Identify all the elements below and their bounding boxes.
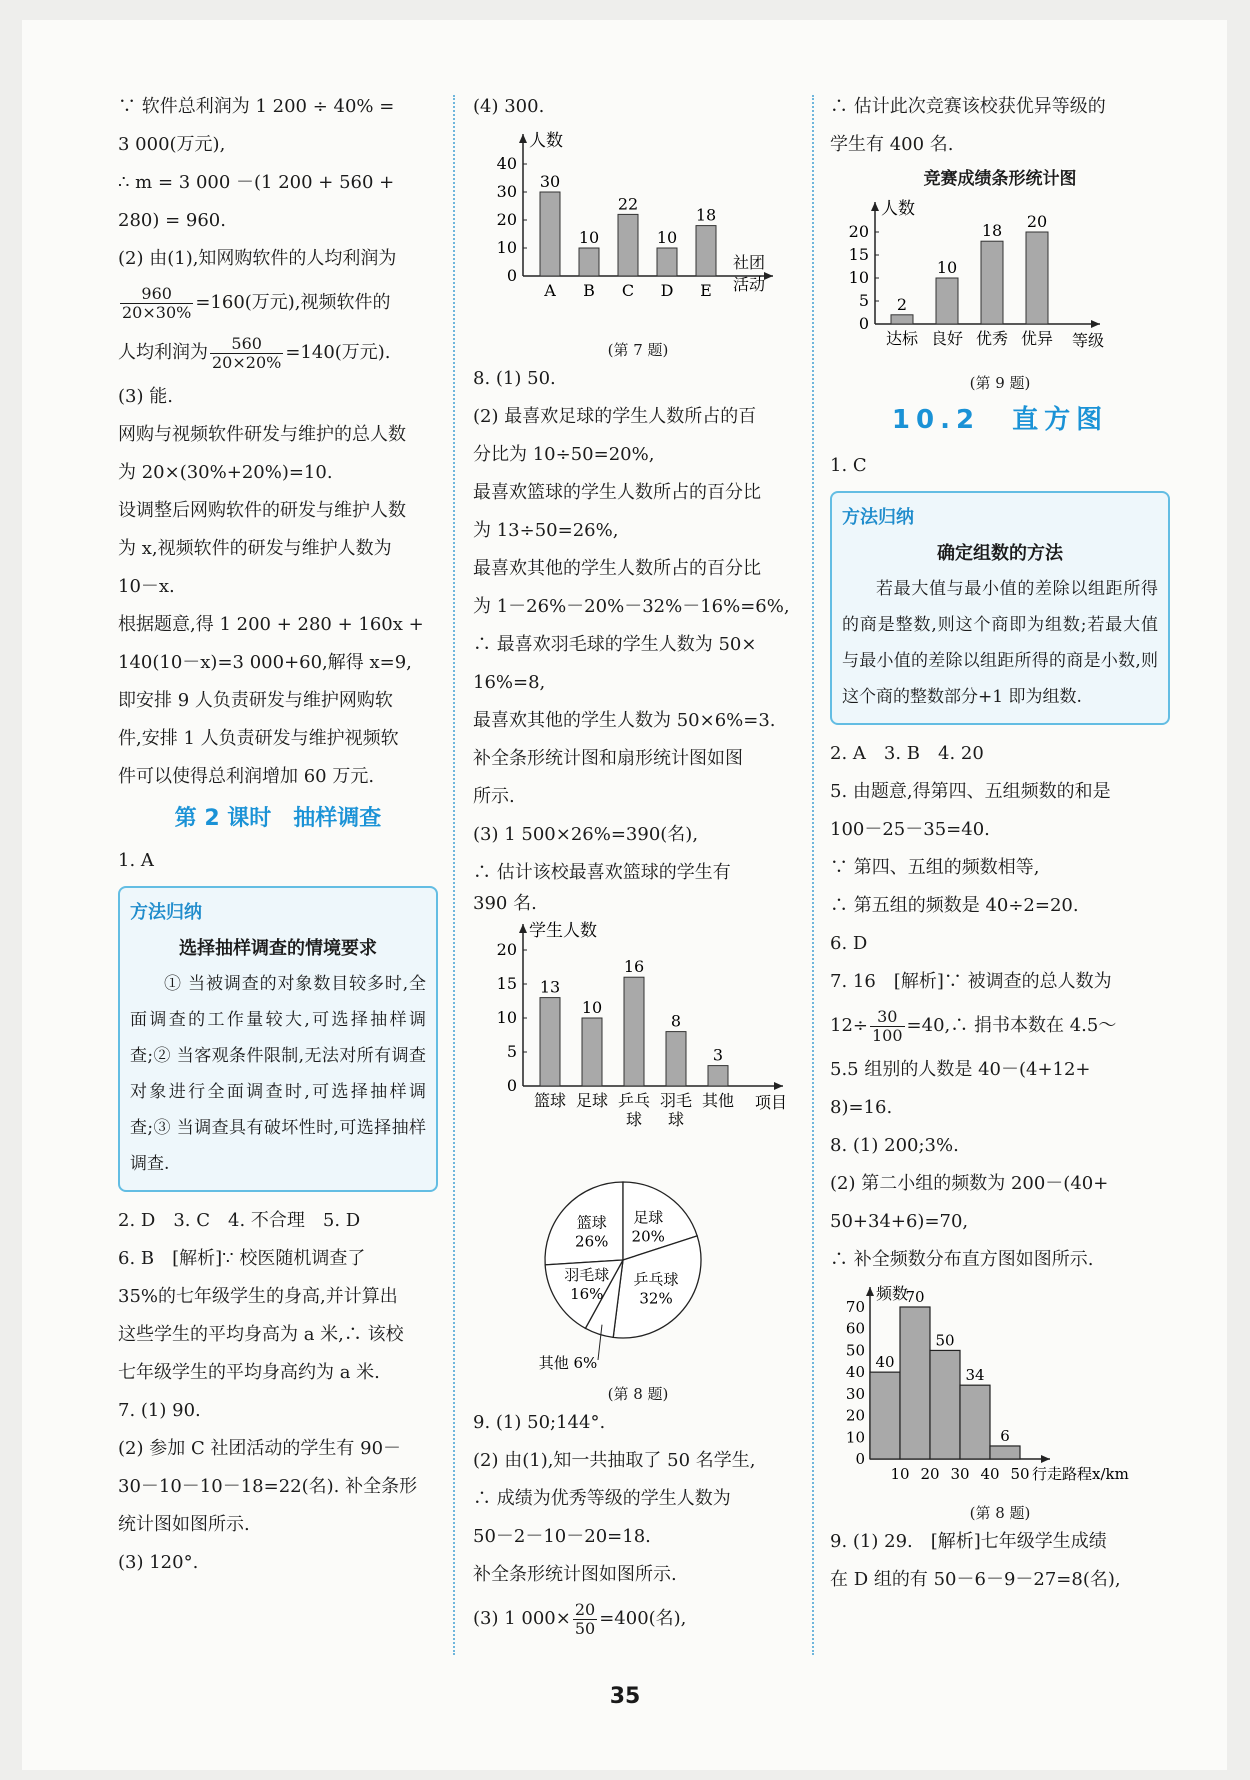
answer-line: 1. C xyxy=(830,455,867,476)
x-axis-label: 活动 xyxy=(733,275,766,294)
data-label: 70 xyxy=(905,1288,925,1306)
y-tick-label: 20 xyxy=(496,210,517,229)
text-line: ∴ 最喜欢羽毛球的学生人数为 50× xyxy=(473,634,757,655)
text-line: 280) = 960. xyxy=(118,210,226,231)
text-fragment: =400(名), xyxy=(599,1608,687,1629)
bar xyxy=(618,214,638,276)
text-line: ∴ 第五组的频数是 40÷2=20. xyxy=(830,895,1079,916)
text-line: 在 D 组的有 50－6－9－27=8(名), xyxy=(830,1569,1121,1590)
text-fragment: =160(万元),视频软件的 xyxy=(195,292,391,313)
fraction xyxy=(210,335,283,372)
figure-caption: (第 9 题) xyxy=(969,374,1031,392)
text-line: 统计图如图所示. xyxy=(118,1514,250,1535)
text-line: (3) 能. xyxy=(118,386,173,407)
x-tick-label: 乒乓 xyxy=(617,1091,651,1110)
x-axis-arrow xyxy=(1091,320,1100,328)
answer-line: 5. 由题意,得第四、五组频数的和是 xyxy=(830,781,1111,802)
chart-title: 竞赛成绩条形统计图 xyxy=(923,169,1077,189)
method-box-tag: 方法归纳 xyxy=(842,507,914,528)
data-label: 50 xyxy=(935,1331,955,1350)
text-line: 分比为 10÷50=20%, xyxy=(473,444,655,465)
y-axis-arrow xyxy=(866,1287,874,1296)
x-tick-label: D xyxy=(660,281,674,300)
x-axis-arrow xyxy=(764,272,773,280)
text-line: 补全条形统计图和扇形统计图如图 xyxy=(473,748,743,769)
y-tick-label: 60 xyxy=(845,1319,865,1338)
text-line: 网购与视频软件研发与维护的总人数 xyxy=(118,424,406,445)
fraction-denominator: 50 xyxy=(574,1618,596,1638)
text-line: 50－2－10－20=18. xyxy=(473,1526,651,1547)
y-tick-label: 30 xyxy=(845,1384,865,1403)
y-tick-label: 10 xyxy=(496,238,517,257)
histogram-bar xyxy=(960,1385,990,1459)
fraction-denominator: 100 xyxy=(872,1025,903,1045)
x-tick-label: 优异 xyxy=(1020,329,1054,348)
data-label: 20 xyxy=(1026,212,1048,231)
method-box-body: ① 当被调查的对象数目较多时,全面调查的工作量较大,可选择抽样调查;② 当客观条件限制,无法对所有调查对象进行全面调查时,可选择抽样调查;③ 当调查具有破坏性时,可选择抽样调查. xyxy=(130,974,426,1174)
text-line: 这些学生的平均身高为 a 米,∴ 该校 xyxy=(118,1324,404,1345)
y-tick-label: 0 xyxy=(858,314,869,333)
y-tick-label: 15 xyxy=(496,974,517,993)
x-tick-label: C xyxy=(621,281,635,300)
fraction-numerator: 30 xyxy=(870,1008,905,1027)
text-fragment: =40,∴ 捐书本数在 4.5～ xyxy=(906,1015,1117,1036)
text-line: 10－x. xyxy=(118,576,175,597)
text-line xyxy=(118,278,438,328)
y-tick-label: 0 xyxy=(855,1450,865,1468)
bar xyxy=(540,998,560,1086)
y-tick-label: 40 xyxy=(496,154,517,173)
data-label: 10 xyxy=(936,258,958,277)
x-tick-label: A xyxy=(544,281,556,300)
x-tick-label: 羽毛 xyxy=(659,1091,693,1110)
pie-label: 其他 6% xyxy=(538,1354,598,1370)
answer-line: 8. (1) 50. xyxy=(473,368,556,389)
pie-label: 足球 xyxy=(633,1208,664,1227)
data-label: 30 xyxy=(539,172,561,191)
bar xyxy=(666,1032,686,1086)
answer-line: 7. 16 [解析]∵ 被调查的总人数为 xyxy=(830,971,1112,992)
y-axis-label: 频数 xyxy=(876,1284,909,1303)
y-tick-label: 0 xyxy=(506,266,517,285)
text-line: (2) 最喜欢足球的学生人数所占的百 xyxy=(473,406,757,427)
fraction xyxy=(870,1008,905,1045)
text-line: 所示. xyxy=(473,786,515,807)
text-line: (2) 由(1),知一共抽取了 50 名学生, xyxy=(473,1450,756,1471)
text-line: (3) 1 500×26%=390(名), xyxy=(473,824,699,845)
x-tick-label: 达标 xyxy=(885,329,919,348)
y-tick-label: 10 xyxy=(496,1008,517,1027)
x-tick-label: 良好 xyxy=(930,329,964,348)
y-tick-label: 10 xyxy=(845,1428,865,1447)
text-line: 为 13÷50=26%, xyxy=(473,520,619,541)
y-tick-label: 50 xyxy=(845,1341,865,1360)
method-box-title: 确定组数的方法 xyxy=(937,543,1063,564)
fraction-denominator: 20×30% xyxy=(122,302,192,322)
histogram-q8 xyxy=(830,1279,1170,1489)
y-axis-label: 人数 xyxy=(881,199,915,219)
answer-line: 1. A xyxy=(118,850,154,871)
y-tick-label: 30 xyxy=(496,182,517,201)
text-line: 为 1－26%－20%－32%－16%=6%, xyxy=(473,596,790,617)
text-line: 100－25－35=40. xyxy=(830,819,990,840)
text-line: (2) 参加 C 社团活动的学生有 90－ xyxy=(118,1438,402,1459)
data-label: 10 xyxy=(581,998,603,1017)
data-label: 18 xyxy=(695,205,717,225)
y-axis-arrow xyxy=(871,202,879,211)
data-label: 10 xyxy=(656,228,678,247)
bar xyxy=(708,1066,728,1086)
data-label: 6 xyxy=(1000,1426,1010,1445)
histogram-bar xyxy=(870,1372,900,1459)
text-line: (2) 第二小组的频数为 200－(40+ xyxy=(830,1173,1109,1194)
method-box-tag: 方法归纳 xyxy=(130,902,202,923)
text-line: 50+34+6)=70, xyxy=(830,1211,969,1232)
text-line: ∵ 第四、五组的频数相等, xyxy=(830,857,1040,878)
page-number: 35 xyxy=(609,1684,641,1709)
text-line: (2) 由(1),知网购软件的人均利润为 xyxy=(118,248,397,269)
text-line: (4) 300. xyxy=(473,96,545,117)
column-divider xyxy=(812,95,814,1655)
text-line: ∴ 成绩为优秀等级的学生人数为 xyxy=(473,1488,731,1509)
bar-chart-q8 xyxy=(473,916,803,1146)
y-tick-label: 40 xyxy=(845,1363,865,1382)
answer-line: 2. D 3. C 4. 不合理 5. D xyxy=(118,1210,361,1231)
y-axis-arrow xyxy=(519,924,527,933)
data-label: 2 xyxy=(896,294,908,314)
answer-line: 6. B [解析]∵ 校医随机调查了 xyxy=(118,1248,366,1269)
method-box-body: 若最大值与最小值的差除以组距所得的商是整数,则这个商即为组数;若最大值与最小值的差除以组距所得的商是小数,则这个商的整数部分+1 即为组数. xyxy=(842,579,1158,707)
data-label: 13 xyxy=(539,977,561,997)
bar xyxy=(981,241,1003,324)
text-line: ∵ 软件总利润为 1 200 ÷ 40% = xyxy=(118,96,395,117)
pie-value: 16% xyxy=(570,1284,604,1303)
text-line: ∴ m = 3 000 －(1 200 + 560 + xyxy=(118,172,395,193)
fraction xyxy=(573,1601,597,1638)
figure-caption: (第 8 题) xyxy=(969,1504,1031,1522)
data-label: 34 xyxy=(965,1366,985,1385)
text-fragment: (3) 1 000× xyxy=(473,1608,571,1629)
text-line: 根据题意,得 1 200 + 280 + 160x + xyxy=(118,614,424,635)
x-tick-label: 优秀 xyxy=(975,329,1009,348)
column-divider xyxy=(453,95,455,1655)
x-axis-label: 社团 xyxy=(733,253,766,272)
bar xyxy=(624,977,644,1086)
text-line: 学生有 400 名. xyxy=(830,134,954,155)
text-line: 30－10－10－18=22(名). 补全条形 xyxy=(118,1476,418,1497)
histogram-bar xyxy=(930,1350,960,1459)
fraction-numerator: 560 xyxy=(210,335,283,354)
x-axis-label: 等级 xyxy=(1072,331,1105,350)
text-line xyxy=(118,328,438,378)
bar xyxy=(579,248,599,276)
x-tick-label: 10 xyxy=(890,1465,910,1483)
figure-caption: (第 7 题) xyxy=(607,341,669,359)
section-heading: 第 2 课时 抽样调查 xyxy=(174,806,382,831)
text-line: 3 000(万元), xyxy=(118,134,226,155)
y-tick-label: 5 xyxy=(858,291,869,310)
pie-label: 篮球 xyxy=(576,1213,607,1232)
bar xyxy=(582,1018,602,1086)
text-line: 即安排 9 人负责研发与维护网购软 xyxy=(118,690,393,711)
histogram-bar xyxy=(990,1446,1020,1459)
pie-chart-q8 xyxy=(473,1160,803,1370)
y-tick-label: 20 xyxy=(845,1406,865,1425)
x-axis-arrow xyxy=(1041,1455,1050,1463)
fraction-denominator: 20×20% xyxy=(212,352,282,372)
pie-value: 32% xyxy=(639,1289,673,1308)
bar xyxy=(540,192,560,276)
text-line: 35%的七年级学生的身高,并计算出 xyxy=(118,1286,398,1307)
text-line: ∴ 估计该校最喜欢篮球的学生有 xyxy=(473,862,731,883)
text-line: 最喜欢其他的学生人数为 50×6%=3. xyxy=(473,710,776,731)
bar-chart-q9 xyxy=(830,194,1170,359)
text-line: 390 名. xyxy=(473,893,537,914)
column-2 xyxy=(473,88,803,1644)
text-line: 8)=16. xyxy=(830,1097,893,1118)
data-label: 10 xyxy=(578,228,600,247)
method-box-title: 选择抽样调查的情境要求 xyxy=(179,938,377,959)
figure-caption: (第 8 题) xyxy=(607,1385,669,1403)
y-tick-label: 10 xyxy=(848,268,869,287)
text-line: ∴ 补全频数分布直方图如图所示. xyxy=(830,1249,1094,1270)
bar-chart-q7 xyxy=(473,126,803,326)
answer-line: 6. D xyxy=(830,933,868,954)
y-tick-label: 0 xyxy=(506,1076,517,1095)
pie-value: 20% xyxy=(631,1227,665,1246)
method-box xyxy=(118,886,438,1192)
text-fragment: 人均利润为 xyxy=(118,342,208,363)
data-label: 18 xyxy=(981,221,1003,241)
bar xyxy=(891,315,913,324)
data-label: 22 xyxy=(617,194,639,214)
y-tick-label: 70 xyxy=(845,1298,865,1316)
x-tick-label: 球 xyxy=(667,1110,685,1129)
x-tick-label: 50 xyxy=(1010,1465,1030,1483)
x-tick-label: 篮球 xyxy=(533,1091,567,1110)
x-axis-arrow xyxy=(774,1082,783,1090)
pie-label: 乒乓球 xyxy=(633,1270,679,1289)
bar xyxy=(657,248,677,276)
text-line: 最喜欢其他的学生人数所占的百分比 xyxy=(473,558,761,579)
answer-line: 2. A 3. B 4. 20 xyxy=(830,743,984,764)
histogram-bar xyxy=(900,1307,930,1459)
section-heading: 10.2 直方图 xyxy=(891,405,1109,435)
text-fragment: 12÷ xyxy=(830,1015,868,1036)
bar xyxy=(696,226,716,276)
x-tick-label: B xyxy=(583,281,595,300)
data-label: 8 xyxy=(670,1011,682,1031)
y-tick-label: 15 xyxy=(848,245,869,264)
x-tick-label: 球 xyxy=(625,1110,643,1129)
bar xyxy=(936,278,958,324)
text-line: (3) 120°. xyxy=(118,1552,199,1573)
answer-line: 9. (1) 50;144°. xyxy=(473,1412,606,1433)
data-label: 40 xyxy=(875,1353,895,1372)
data-label: 16 xyxy=(623,957,645,977)
text-line xyxy=(473,1594,803,1644)
data-label: 3 xyxy=(712,1045,724,1065)
y-tick-label: 20 xyxy=(848,222,869,241)
pie-value: 26% xyxy=(575,1232,609,1251)
text-line: 140(10－x)=3 000+60,解得 x=9, xyxy=(118,652,412,673)
text-line: ∴ 估计此次竞赛该校获优异等级的 xyxy=(830,96,1106,117)
x-tick-label: 40 xyxy=(980,1465,1000,1483)
text-line: 件可以使得总利润增加 60 万元. xyxy=(118,766,375,787)
fraction xyxy=(120,285,193,322)
text-line: 设调整后网购软件的研发与维护人数 xyxy=(118,500,406,521)
text-line: 件,安排 1 人负责研发与维护视频软 xyxy=(118,728,399,749)
text-line: 为 x,视频软件的研发与维护人数为 xyxy=(118,538,392,559)
text-fragment: =140(万元). xyxy=(285,342,391,363)
y-axis-arrow xyxy=(519,134,527,143)
y-tick-label: 20 xyxy=(496,940,517,959)
method-box xyxy=(830,491,1170,725)
x-tick-label: 30 xyxy=(950,1465,970,1483)
answer-line: 9. (1) 29. [解析]七年级学生成绩 xyxy=(830,1531,1107,1552)
text-line: 5.5 组别的人数是 40－(4+12+ xyxy=(830,1059,1091,1080)
x-tick-label: 20 xyxy=(920,1465,940,1483)
x-axis-label: 项目 xyxy=(755,1093,788,1112)
x-tick-label: 其他 xyxy=(701,1091,735,1110)
text-line: 补全条形统计图如图所示. xyxy=(473,1564,677,1585)
pie-label: 羽毛球 xyxy=(564,1265,610,1284)
text-line: 为 20×(30%+20%)=10. xyxy=(118,462,333,483)
text-line: 最喜欢篮球的学生人数所占的百分比 xyxy=(473,482,761,503)
bar xyxy=(1026,232,1048,324)
text-line: 16%=8, xyxy=(473,672,546,693)
x-axis-label: 行走路程x/km xyxy=(1032,1465,1129,1483)
column-3 xyxy=(830,88,1170,1599)
fraction-numerator: 960 xyxy=(120,285,193,304)
text-line: 七年级学生的平均身高约为 a 米. xyxy=(118,1362,380,1383)
column-1 xyxy=(118,88,438,1582)
x-tick-label: E xyxy=(700,281,712,300)
y-axis-label: 学生人数 xyxy=(529,921,597,941)
answer-line: 8. (1) 200;3%. xyxy=(830,1135,959,1156)
y-axis-label: 人数 xyxy=(529,131,563,151)
text-line xyxy=(830,1001,1170,1051)
answer-line: 7. (1) 90. xyxy=(118,1400,201,1421)
y-tick-label: 5 xyxy=(506,1042,517,1061)
x-tick-label: 足球 xyxy=(575,1091,609,1110)
fraction-numerator: 20 xyxy=(574,1599,596,1619)
